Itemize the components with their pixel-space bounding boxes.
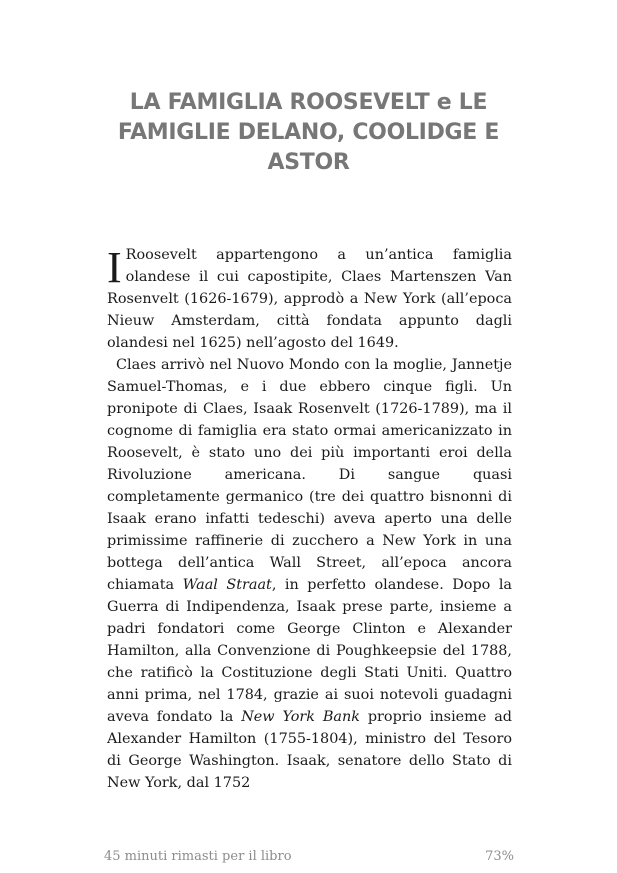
paragraph-2-text-part2: , in perfetto olandese. Dopo la Guerra di Indipendenza, Isaak prese parte, insieme a padri fondatori come George Clinton e Alexander Hamilton, alla Convenzione di Poughkeepsie del 1788, che ratificò la Costituzione degli Stati Uniti. Quattro anni prima, nel 1784, grazie ai suoi notevoli guadagni aveva fondato la: [107, 577, 512, 725]
paragraph-2-text-part3: proprio insieme ad Alexander Hamilton (1755-1804), ministro del Tesoro di George Washington. Isaak, senatore dello Stato di New York, dal 1752: [107, 709, 512, 791]
page-body: [107, 244, 512, 794]
drop-cap: I: [107, 243, 122, 292]
paragraph-1: [107, 244, 512, 354]
reading-progress-label: 73%: [485, 849, 514, 864]
paragraph-2: [107, 354, 512, 794]
italic-waal-straat: Waal Straat: [182, 577, 272, 593]
italic-new-york-bank: New York Bank: [241, 709, 360, 725]
paragraph-1-text: Roosevelt appartengono a un’antica famiglia olandese il cui capostipite, Claes Martenszen Van Rosenvelt (1626-1679), approdò a New York (all’epoca Nieuw Amsterdam, città fondata appunto dagli olandesi nel 1625) nell’agosto del 1649.: [107, 247, 512, 351]
chapter-title: LA FAMIGLIA ROOSEVELT e LE FAMIGLIE DELANO, COOLIDGE E ASTOR: [117, 90, 500, 175]
paragraph-2-text-part1: Claes arrivò nel Nuovo Mondo con la moglie, Jannetje Samuel-Thomas, e i due ebbero cinque figli. Un pronipote di Claes, Isaak Rosenvelt (1726-1789), ma il cognome di famiglia era stato ormai americanizzato in Roosevelt, è stato uno dei più importanti eroi della Rivoluzione americana. Di sangue quasi completamente germanico (tre dei quattro bisnonni di Isaak erano infatti tedeschi) aveva aperto una delle primissime raffinerie di zucchero a New York in una bottega dell’antica Wall Street, all’epoca ancora chiamata: [107, 357, 512, 593]
time-remaining-label: 45 minuti rimasti per il libro: [104, 849, 292, 864]
